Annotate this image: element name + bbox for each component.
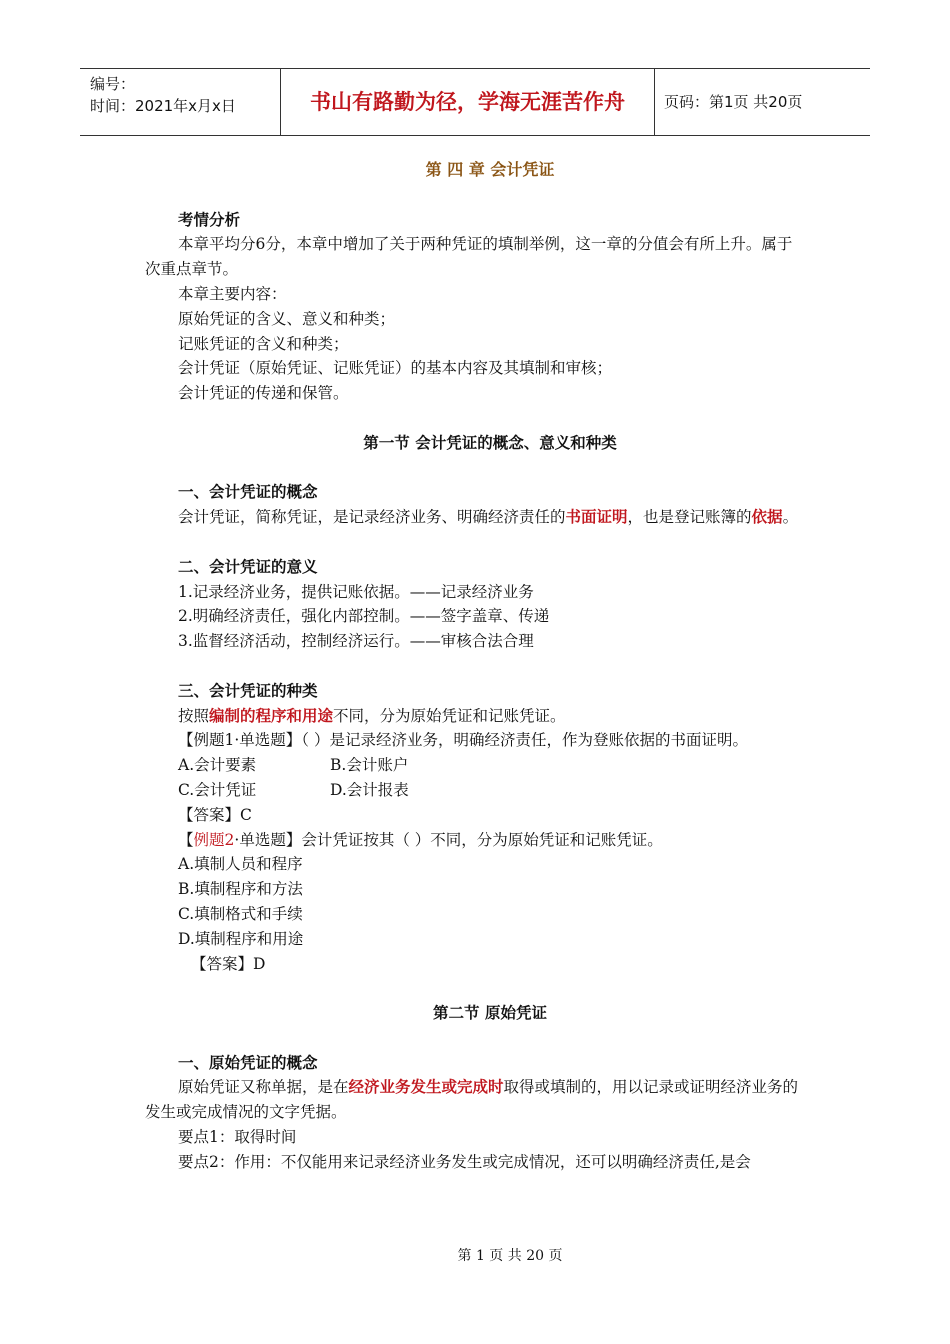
point1: 要点1：取得时间 xyxy=(178,1128,297,1147)
highlight-text: 依据 xyxy=(751,508,783,527)
header-motto: 书山有路勤为径，学海无涯苦作舟 xyxy=(280,69,655,135)
main-content-label: 本章主要内容： xyxy=(178,284,287,303)
meaning-item: 2.明确经济责任，强化内部控制。——签字盖章、传递 xyxy=(178,607,550,626)
example1-question: 【例题1·单选题】（ ）是记录经济业务，明确经济责任，作为登账依据的书面证明。 xyxy=(178,731,748,750)
main-content-item: 会计凭证（原始凭证、记账凭证）的基本内容及其填制和审核； xyxy=(178,359,613,378)
chapter-title: 第 四 章 会计凭证 xyxy=(425,160,555,179)
point2: 要点2：作用：不仅能用来记录经济业务发生或完成情况，还可以明确经济责任,是会 xyxy=(178,1152,751,1171)
types-paragraph: 按照编制的程序和用途不同，分为原始凭证和记账凭证。 xyxy=(178,706,566,725)
meaning-heading: 二、会计凭证的意义 xyxy=(178,557,318,576)
page-footer: 第 1 页 共 20 页 xyxy=(457,1248,563,1264)
section2-title: 第二节 原始凭证 xyxy=(433,1004,547,1023)
section1-title: 第一节 会计凭证的概念、意义和种类 xyxy=(363,433,617,452)
highlight-text: 编制的程序和用途 xyxy=(209,706,334,725)
concept-heading: 一、会计凭证的概念 xyxy=(178,483,318,502)
types-heading: 三、会计凭证的种类 xyxy=(178,681,318,700)
highlight-text: 经济业务发生或完成时 xyxy=(348,1078,504,1097)
document-body xyxy=(145,158,805,1175)
main-content-item: 会计凭证的传递和保管。 xyxy=(178,384,349,403)
example2-option: B.填制程序和方法 xyxy=(178,880,303,899)
example2-option: C.填制格式和手续 xyxy=(178,904,303,923)
original-concept-heading: 一、原始凭证的概念 xyxy=(178,1053,318,1072)
document-header xyxy=(80,68,870,136)
example1-answer: 【答案】C xyxy=(178,805,252,824)
example2-question: 【例题2·单选题】会计凭证按其（ ）不同，分为原始凭证和记账凭证。 xyxy=(178,830,663,849)
time-label: 时间：2021年x月x日 xyxy=(90,97,236,115)
original-concept-paragraph: 原始凭证又称单据，是在经济业务发生或完成时取得或填制的，用以记录或证明经济业务的发生或完成情况的文字凭据。 xyxy=(145,1078,799,1122)
example2-option: A.填制人员和程序 xyxy=(178,855,303,874)
concept-paragraph: 会计凭证，简称凭证，是记录经济业务、明确经济责任的书面证明，也是登记账簿的依据。 xyxy=(178,508,799,527)
header-page-label: 页码：第1页 共20页 xyxy=(664,93,803,111)
analysis-heading: 考情分析 xyxy=(178,210,241,229)
analysis-paragraph: 本章平均分6分，本章中增加了关于两种凭证的填制举例，这一章的分值会有所上升。属于次重点章节。 xyxy=(145,235,793,279)
example1-options-row: C.会计凭证 D.会计报表 xyxy=(178,780,409,799)
example2-answer: 【答案】D xyxy=(191,954,266,973)
number-label: 编号： xyxy=(90,75,136,93)
highlight-text: 书面证明 xyxy=(565,508,628,527)
meaning-item: 1.记录经济业务，提供记账依据。——记录经济业务 xyxy=(178,582,534,601)
example-label: 例题2 xyxy=(193,830,235,849)
main-content-item: 原始凭证的含义、意义和种类； xyxy=(178,309,396,328)
example2-option: D.填制程序和用途 xyxy=(178,929,304,948)
meaning-item: 3.监督经济活动，控制经济运行。——审核合法合理 xyxy=(178,632,534,651)
example1-options-row: A.会计要素 B.会计账户 xyxy=(178,756,409,775)
header-meta xyxy=(80,69,280,135)
main-content-item: 记账凭证的含义和种类； xyxy=(178,334,349,353)
